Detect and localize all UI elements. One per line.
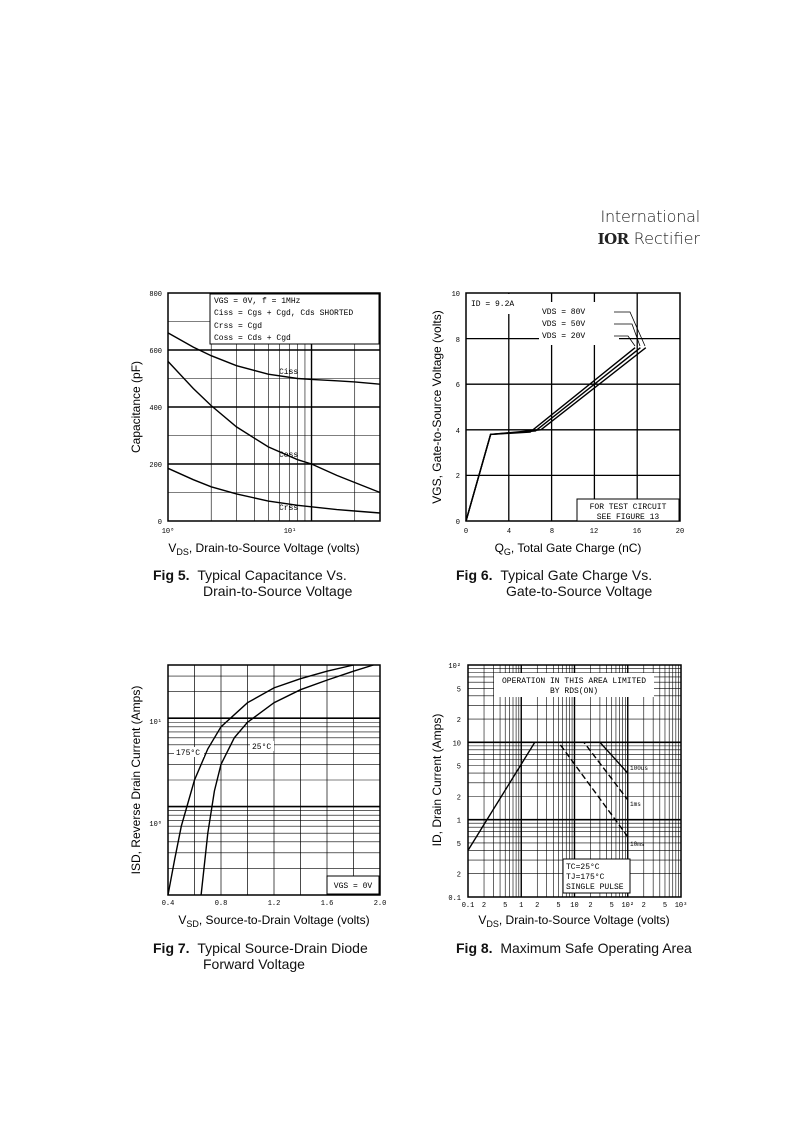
fig6-ylabel: VGS, Gate-to-Source Voltage (volts) xyxy=(430,310,444,504)
fig5-legend-line1: VGS = 0V, f = 1MHz xyxy=(214,297,301,306)
fig6-xtick-8: 8 xyxy=(549,528,555,536)
fig8-xtick: 1 xyxy=(519,902,524,910)
fig8-xtick: 0.1 xyxy=(461,902,475,910)
fig8-ytick: 5 xyxy=(456,686,461,695)
fig6-xtick-20: 20 xyxy=(675,528,685,536)
fig8-ytick: 2 xyxy=(456,794,461,803)
fig5-ytick-800: 800 xyxy=(149,291,162,299)
fig7-ytick-1: 10⁰ xyxy=(149,821,162,829)
fig6-caption-line1: Typical Gate Charge Vs. xyxy=(500,567,653,583)
fig5-xtick-1: 10⁰ xyxy=(161,528,175,536)
fig5-xtick-10: 10¹ xyxy=(283,528,297,536)
fig8-xtick: 5 xyxy=(609,902,614,910)
fig8-series-line-1 xyxy=(535,742,628,800)
fig7-xtick-04: 0.4 xyxy=(161,900,175,908)
fig8-xtick: 10² xyxy=(621,902,635,910)
fig7-ylabel: ISD, Reverse Drain Current (Amps) xyxy=(129,685,143,875)
fig6-label-50v: VDS = 50V xyxy=(542,320,586,329)
fig6-ytick-2: 2 xyxy=(455,473,460,481)
fig5-number: Fig 5. xyxy=(153,567,190,583)
fig6-xtick-12: 12 xyxy=(589,528,599,536)
fig8-ytick: 0.1 xyxy=(448,895,461,903)
fig7-label-175c: 175°C xyxy=(176,749,201,758)
fig7-caption-line1: Typical Source-Drain Diode xyxy=(197,940,368,956)
fig5-ytick-400: 400 xyxy=(149,405,162,413)
fig6-label-80v: VDS = 80V xyxy=(542,308,586,317)
fig6-xlabel: $Q_G$, Total Gate Charge (nC) xyxy=(494,541,642,557)
fig7-annotation-vgs: VGS = 0V xyxy=(333,882,373,891)
fig5-legend-line2: Ciss = Cgs + Cgd, Cds SHORTED xyxy=(214,309,354,318)
fig8-caption xyxy=(456,940,692,956)
fig8-label-1ms: 1ms xyxy=(630,801,641,808)
fig8-number: Fig 8. xyxy=(456,940,493,956)
fig7-label-25c: 25°C xyxy=(252,743,272,752)
fig6-number: Fig 6. xyxy=(456,567,493,583)
fig8-xtick: 5 xyxy=(662,902,668,910)
brand-rectifier-text: Rectifier xyxy=(633,229,700,248)
fig7-xlabel: $V_{SD}$, Source-to-Drain Voltage (volts) xyxy=(178,913,370,929)
fig8-xtick: 10³ xyxy=(674,902,688,910)
fig8-xlabel: $V_{DS}$, Drain-to-Source Voltage (volts) xyxy=(478,913,670,929)
fig6-ytick-8: 8 xyxy=(455,337,460,345)
fig8-xtick: 2 xyxy=(535,902,540,910)
fig5-label-crss: Crss xyxy=(279,504,299,513)
fig8-xtick: 2 xyxy=(588,902,593,910)
fig7-ytick-10: 10¹ xyxy=(149,719,162,727)
fig6-annotation-id: ID = 9.2A xyxy=(471,300,515,309)
fig5-caption-line2: Drain-to-Source Voltage xyxy=(203,583,353,599)
fig5-legend-line4: Coss = Cds + Cgd xyxy=(214,334,291,343)
fig6-xtick-0: 0 xyxy=(463,528,469,536)
fig5-ytick-600: 600 xyxy=(149,348,162,356)
fig8-ylabel: ID, Drain Current (Amps) xyxy=(430,713,444,847)
fig6-label-20v: VDS = 20V xyxy=(542,332,586,341)
fig8-xtick: 10 xyxy=(570,902,579,910)
fig7-caption xyxy=(153,940,368,972)
fig8-label-100us: 100us xyxy=(630,765,649,772)
fig7-xtick-16: 1.6 xyxy=(320,900,334,908)
fig5-ytick-200: 200 xyxy=(149,462,162,470)
fig8-ytick: 2 xyxy=(456,717,461,726)
fig8-ytick: 1 xyxy=(456,817,461,826)
fig8-ytick: 10² xyxy=(448,663,461,671)
fig5-ylabel: Capacitance (pF) xyxy=(129,360,143,454)
fig5-ytick-0: 0 xyxy=(157,519,162,527)
fig8-label-10ms: 10ms xyxy=(630,841,645,848)
fig6-ytick-4: 4 xyxy=(455,428,460,436)
brand-logo-mark: IOR xyxy=(597,230,629,248)
fig8-xtick: 5 xyxy=(503,902,508,910)
fig7-number: Fig 7. xyxy=(153,940,190,956)
fig8-area-line2: BY RDS(ON) xyxy=(549,687,599,696)
fig8-area-line1: OPERATION IN THIS AREA LIMITED xyxy=(501,677,647,686)
fig7-xtick-12: 1.2 xyxy=(267,900,281,908)
fig7-caption-line2: Forward Voltage xyxy=(203,956,305,972)
fig6-ytick-0: 0 xyxy=(455,519,460,527)
fig7-xtick-08: 0.8 xyxy=(214,900,228,908)
fig8-cond-line1: TC=25°C xyxy=(566,863,600,872)
brand-name-line1: International xyxy=(600,207,700,226)
fig5-caption xyxy=(153,567,352,599)
fig8-xtick: 5 xyxy=(556,902,561,910)
fig5-caption-line1: Typical Capacitance Vs. xyxy=(197,567,347,583)
fig6-xtick-16: 16 xyxy=(632,528,642,536)
fig8-xtick: 2 xyxy=(481,902,487,910)
fig7-xtick-20: 2.0 xyxy=(373,900,387,908)
fig8-xtick: 2 xyxy=(641,902,646,910)
fig6-test-line2: SEE FIGURE 13 xyxy=(596,513,660,522)
fig8-cond-line3: SINGLE PULSE xyxy=(566,883,624,892)
fig5-legend-line3: Crss = Cgd xyxy=(214,322,263,331)
fig8-caption-line1: Maximum Safe Operating Area xyxy=(500,940,692,956)
fig5-label-ciss: Ciss xyxy=(279,368,299,377)
fig8-ytick: 10 xyxy=(452,740,461,749)
fig8-series-line-2 xyxy=(535,742,628,837)
fig8-ytick: 5 xyxy=(456,763,461,772)
fig8-ytick: 5 xyxy=(456,840,461,849)
fig6-caption-line2: Gate-to-Source Voltage xyxy=(506,583,653,599)
fig6-ytick-6: 6 xyxy=(455,382,460,390)
fig8-cond-line2: TJ=175°C xyxy=(566,873,605,882)
fig6-ytick-10: 10 xyxy=(451,291,460,299)
fig8-ytick: 2 xyxy=(456,871,461,880)
fig6-caption xyxy=(456,567,652,599)
fig6-test-line1: FOR TEST CIRCUIT xyxy=(589,503,667,512)
fig5-label-coss: Coss xyxy=(279,451,299,460)
fig5-xlabel: $V_{DS}$, Drain-to-Source Voltage (volts) xyxy=(168,541,360,557)
fig6-xtick-4: 4 xyxy=(506,528,512,536)
